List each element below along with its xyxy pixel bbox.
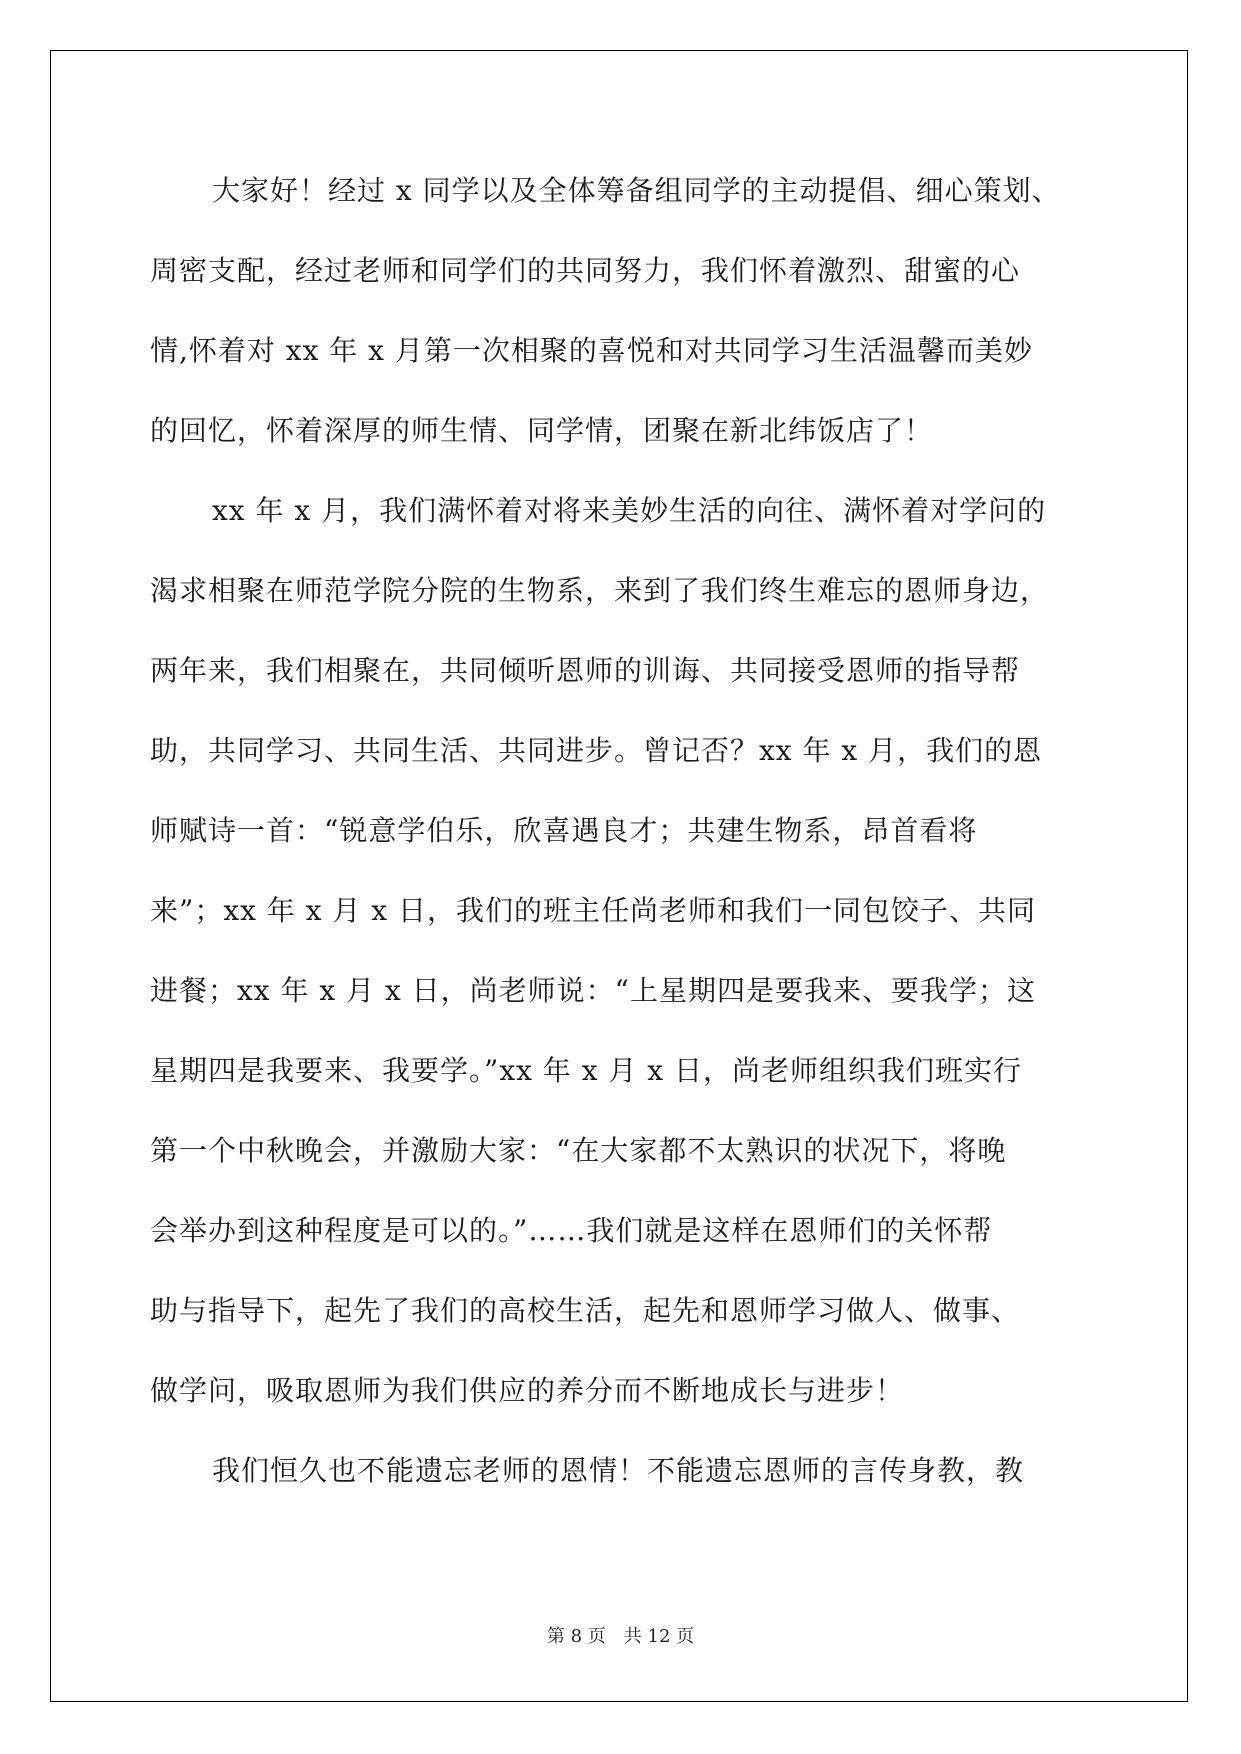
paragraph-line: 星期四是我要来、我要学。”xx 年 x 月 x 日，尚老师组织我们班实行 [150,1054,1022,1087]
paragraph-2 [150,471,1088,1431]
paragraph-line: 的回忆，怀着深厚的师生情、同学情，团聚在新北纬饭店了！ [150,414,934,447]
paragraph-line: 助，共同学习、共同生活、共同进步。曾记否？xx 年 x 月，我们的恩 [150,734,1043,767]
paragraph-line: 助与指导下，起先了我们的高校生活，起先和恩师学习做人、做事、 [150,1294,1021,1327]
paragraph-line: 来”；xx 年 x 月 x 日，我们的班主任尚老师和我们一同包饺子、共同 [150,894,1036,927]
paragraph-line: 进餐；xx 年 x 月 x 日，尚老师说：“上星期四是要我来、要我学；这 [150,974,1036,1007]
page-total: 共 12 页 [623,1626,695,1647]
paragraph-line: 第一个中秋晚会，并激励大家：“在大家都不太熟识的状况下，将晚 [150,1134,1007,1167]
paragraph-line: 情,怀着对 xx 年 x 月第一次相聚的喜悦和对共同学习生活温馨而美妙 [150,334,1033,367]
page-number: 第 8 页 [546,1626,606,1647]
paragraph-3 [150,1431,1088,1511]
paragraph-line: xx 年 x 月，我们满怀着对将来美妙生活的向往、满怀着对学问的 [212,494,1047,527]
paragraph-line: 做学问，吸取恩师为我们供应的养分而不断地成长与进步！ [150,1374,905,1407]
paragraph-line: 周密支配，经过老师和同学们的共同努力，我们怀着激烈、甜蜜的心 [150,254,1021,287]
paragraph-line: 渴求相聚在师范学院分院的生物系，来到了我们终生难忘的恩师身边， [150,574,1050,607]
paragraph-line: 师赋诗一首：“锐意学伯乐，欣喜遇良才；共建生物系，昂首看将 [150,814,978,847]
paragraph-line: 两年来，我们相聚在，共同倾听恩师的训诲、共同接受恩师的指导帮 [150,654,1021,687]
paragraph-line: 我们恒久也不能遗忘老师的恩情！不能遗忘恩师的言传身教，教 [212,1454,1025,1487]
document-body [150,151,1088,1511]
page-footer [0,1622,1241,1648]
paragraph-line: 大家好！经过 x 同学以及全体筹备组同学的主动提倡、细心策划、 [212,174,1061,207]
paragraph-line: 会举办到这种程度是可以的。”……我们就是这样在恩师们的关怀帮 [150,1214,993,1247]
paragraph-1 [150,151,1088,471]
